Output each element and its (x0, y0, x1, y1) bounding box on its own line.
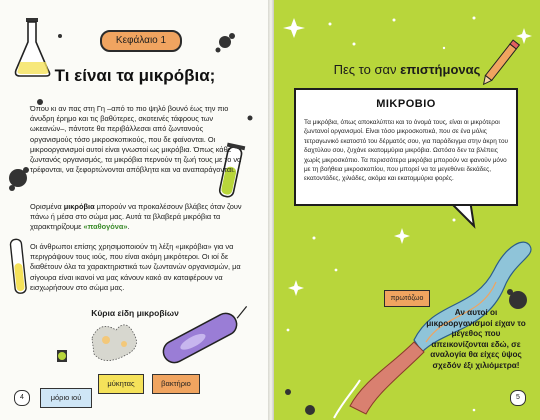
definition-box (294, 88, 518, 206)
scale-note (424, 308, 528, 371)
virus-paragraph: Οι άνθρωποι επίσης χρησιμοποιούν τη λέξη «μικρόβια» για να περιγράψουν τους ιούς, που είναι ακόμη μικρότεροι. Οι ιοί δε διαθέτουν όλα τα χαρακτηριστικά των ζωντανών οργανισμών, μα σίγουρα είναι ικανοί να μας κάνουν κακό αν καταφέρουν να εισχωρήσουν στο σώμα μας. (30, 242, 241, 292)
intro-paragraph: Όπου κι αν πας στη Γη –από το πιο ψηλό βουνό έως την πιο άνυδρη έρημο και τις βαθύτερες, σκοτεινές τάφρους των ωκεανών–, πάντοτε θα περιβάλλεσαι από ζωντανούς οργανισμούς τόσο μικροσκοπικούς, που δε φαίνονται. Οι μικροοργανισμοί αυτοί είναι γνωστοί ως μικρόβια. Όπως κάθε ζωντανός οργανισμός, τα μικρόβια περνούν τη ζωή τους με το να τρέφονται, να ξεφορτώνονται απόβλητα και να αναπαράγονται. (30, 104, 242, 175)
heading-part-b: επιστήμονας (400, 62, 481, 77)
yellow-tube-icon (10, 239, 27, 294)
page-title: Τι είναι τα μικρόβια; (54, 66, 216, 85)
heading-part-a: Πες το σαν (333, 62, 401, 77)
text-run: . (127, 222, 130, 232)
bold-term-microbes: μικρόβια (63, 202, 95, 211)
protozoan-tag: πρωτόζωο (384, 290, 430, 307)
virus-particle-icon (57, 350, 67, 362)
fungus-icon (92, 325, 136, 361)
definition-text: Τα μικρόβια, όπως αποκαλύπτει και το όνομά τους, είναι οι μικρότεροι ζωντανοί οργανισμοί. Είναι τόσο μικροσκοπικά, που σε ένα μόλις τετραγωνικό εκατοστό του δέρματός σου, για παράδειγμα στην άκρη του δαχτύλου σου, ζυχάνε εκατομμύρια μικρόβια. Ωστόσο δεν τα βλέπεις χωρίς μικροσκόπιο. Τα περισσότερα μικρόβια μπορούν να φανούν μόνο με τη βοήθεια μικροσκοπίου, που μπορεί να τα μεγεθύνει δεκάδες, εκατοντάδες, χιλιάδες, ακόμα και εκατομμύρια φορές. (304, 119, 509, 183)
page-number-left: 4 (14, 390, 30, 406)
say-it-heading (274, 62, 540, 77)
text-run: μπορούν να προκαλέσουν βλάβες όταν ζουν πάνω ή μέσα στο σώμα μας. Αυτά τα βλαβερά μικρόβια τα χαρακτηρίζουμε (30, 202, 242, 232)
definition-title: ΜΙΚΡΟΒΙΟ (376, 98, 436, 110)
section-title: Κύρια είδη μικροβίων (91, 308, 179, 318)
note-part-b: σε αναλογία θα είχες ύψος (430, 339, 522, 359)
text-run: Ορισμένα (30, 202, 64, 211)
right-page (274, 0, 540, 420)
pathogen-paragraph (30, 202, 242, 233)
label-bacterium: βακτήριο (152, 374, 200, 394)
label-fungus: μύκητας (98, 374, 144, 394)
note-part-a: Αν αυτοί οι μικροοργανισμοί είχαν το μέγεθος που απεικονίζονται εδώ, (426, 308, 526, 349)
chapter-label: Κεφάλαιο 1 (100, 30, 182, 52)
page-number-right: 5 (510, 390, 526, 406)
label-virus: μόριο ιού (40, 388, 92, 408)
pathogen-term: «παθογόνα» (83, 222, 128, 232)
note-part-c: σχεδόν έξι χιλιόμετρα! (432, 360, 520, 370)
